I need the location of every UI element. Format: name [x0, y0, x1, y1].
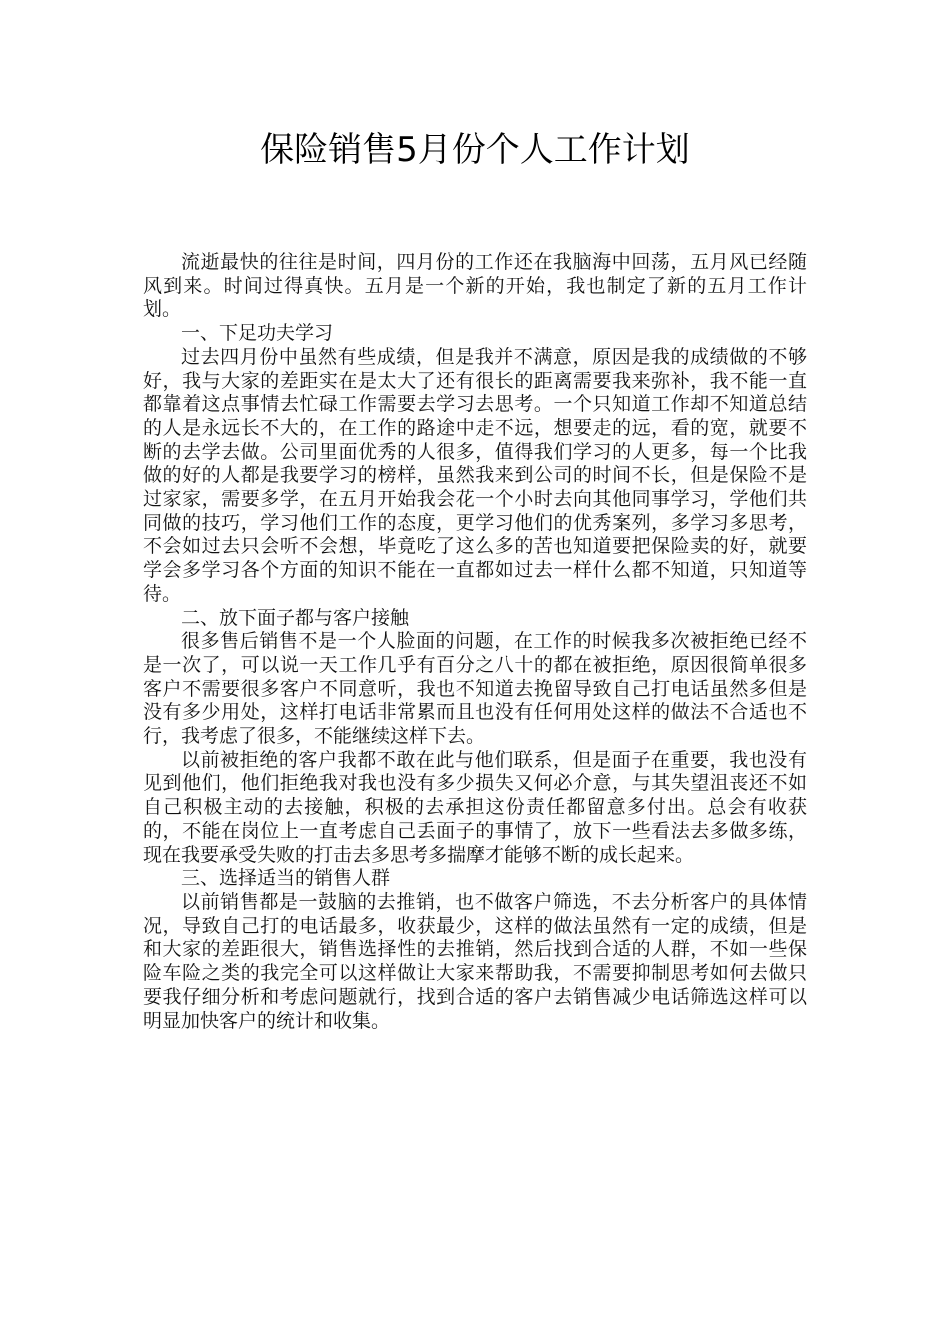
page-title: 保险销售5月份个人工作计划 — [260, 130, 690, 170]
paragraph-intro: 流逝最快的往往是时间，四月份的工作还在我脑海中回荡，五月风已经随风到来。时间过得真快。五月是一个新的开始，我也制定了新的五月工作计划。 — [143, 251, 807, 321]
section-heading-3: 三、选择适当的销售人群 — [181, 867, 391, 890]
paragraph-study: 过去四月份中虽然有些成绩，但是我并不满意，原因是我的成绩做的不够好，我与大家的差距实在是太大了还有很长的距离需要我来弥补，我不能一直都靠着这点事情去忙碌工作需要去学习去思考。一个只知道工作却不知道总结的人是永远长不大的，在工作的路途中走不远，想要走的远，看的宽，就要不断的去学去做。公司里面优秀的人很多，值得我们学习的人更多，每一个比我做的好的人都是我要学习的榜样，虽然我来到公司的时间不长，但是保险不是过家家，需要多学，在五月开始我会花一个小时去向其他同事学习，学他们共同做的技巧，学习他们工作的态度，更学习他们的优秀案列，多学习多思考，不会如过去只会听不会想，毕竟吃了这么多的苦也知道要把保险卖的好，就要学会多学习各个方面的知识不能在一直都如过去一样什么都不知道，只知道等待。 — [143, 345, 807, 605]
paragraph-rejection: 很多售后销售不是一个人脸面的问题，在工作的时候我多次被拒绝已经不是一次了，可以说一天工作几乎有百分之八十的都在被拒绝，原因很简单很多客户不需要很多客户不同意听，我也不知道去挽留导致自己打电话虽然多但是没有多少用处，这样打电话非常累而且也没有任何用处这样的做法不合适也不行，我考虑了很多，不能继续这样下去。 — [143, 630, 807, 748]
document-body — [143, 251, 807, 1033]
paragraph-face: 以前被拒绝的客户我都不敢在此与他们联系，但是面子在重要，我也没有见到他们，他们拒绝我对我也没有多少损失又何必介意，与其失望沮丧还不如自己积极主动的去接触，积极的去承担这份责任都留意多付出。总会有收获的，不能在岗位上一直考虑自己丢面子的事情了，放下一些看法去多做多练，现在我要承受失败的打击去多思考多揣摩才能够不断的成长起来。 — [143, 748, 807, 866]
section-heading-2: 二、放下面子都与客户接触 — [181, 606, 410, 629]
section-heading-1: 一、下足功夫学习 — [181, 322, 334, 345]
paragraph-target: 以前销售都是一鼓脑的去推销，也不做客户筛选，不去分析客户的具体情况，导致自己打的电话最多，收获最少，这样的做法虽然有一定的成绩，但是和大家的差距很大，销售选择性的去推销，然后找到合适的人群，不如一些保险车险之类的我完全可以这样做让大家来帮助我，不需要抑制思考如何去做只要我仔细分析和考虑问题就行，找到合适的客户去销售减少电话筛选这样可以明显加快客户的统计和收集。 — [143, 890, 807, 1032]
